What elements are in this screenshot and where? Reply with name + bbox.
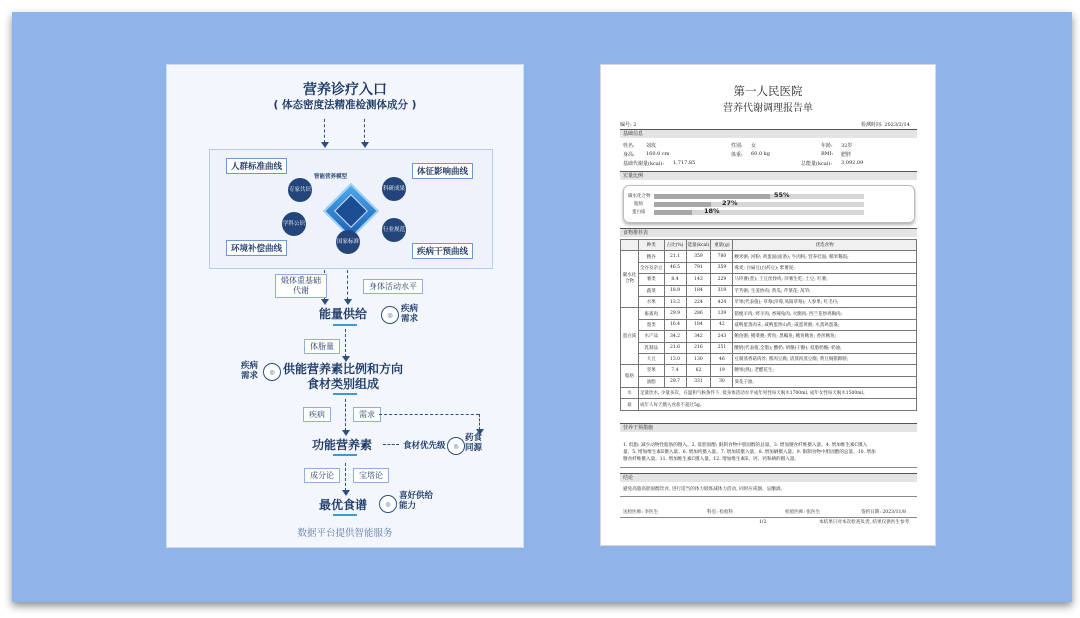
table-row: 水果 13.2 224 424 苹果(代表值); 草莓(洋莓,凤阳草莓); 人参果; 红毛丹;	[621, 296, 917, 307]
basal-metabolism-pill: 煅体重基础代谢	[275, 274, 327, 298]
col-foods: 优选食物	[733, 240, 917, 251]
circle-research-results: 科研成果	[382, 177, 406, 201]
summary-text: 避免高脂高胆固醇饮食, 进行适当的体力锻炼减体力活动, 同时应戒烟、忌酗酒。	[623, 487, 786, 492]
body-fat-pill: 体脂量	[304, 339, 340, 354]
bmi-label: BMI:	[821, 151, 834, 157]
sign-date: 签约日期: 2023/11/8	[861, 510, 906, 515]
flowchart-footer: 数据平台提供智能服务	[297, 528, 393, 539]
col-weight: 重量(g)	[711, 240, 733, 251]
height-value: 160.0 cm	[646, 151, 670, 157]
model-diagram-box	[209, 149, 493, 269]
disease-need-label-2: 疾病需求	[241, 361, 259, 381]
activity-level-pill: 身体活动水平	[363, 279, 423, 294]
table-row-water: 水 足量饮水, 少量多次。在温和气候条件下, 低身体活动水平成年男性每天喝水1700ml, 成年女性每天喝水1500ml。	[621, 388, 917, 399]
arrow-down	[345, 329, 346, 357]
heading-underline	[333, 514, 357, 516]
diet-icon: ◎	[379, 495, 397, 513]
macro-ratio-box	[623, 185, 915, 223]
circle-expert-consensus: 专家共识	[288, 178, 312, 202]
age-value: 32岁	[841, 143, 853, 149]
functional-nutrient-heading: 功能营养素	[312, 438, 373, 452]
divider	[620, 467, 917, 468]
name-value: 刘玫	[646, 143, 657, 149]
energy-supply-heading: 能量供给	[319, 307, 368, 321]
ratio-subheading: 食材类别组成	[307, 377, 380, 391]
disclaimer: 本结果只对本次检查负责, 结果仅供医生参考	[819, 520, 910, 525]
disease-icon: ◎	[381, 306, 399, 324]
bmi-value: 肥胖	[841, 152, 852, 158]
page-number: 1/2	[759, 520, 767, 525]
circle-academic-consensus: 学科公识	[282, 212, 306, 236]
advice-line: 量。5. 增加维生素E摄入量。6. 增加钙摄入量。7. 增加镁摄入量。8. 增加硒摄入量。9. 限制食物中胆固醇的总量。10. 增加	[623, 450, 876, 455]
macro-value-protein: 18%	[704, 207, 720, 215]
table-row: 碳水化合物 精谷 21.1 359 780 粳米粥; 河粉; 鸡蛋面(面条); 牛肉粉; 营养挂面; 糯米稀饭;	[621, 251, 917, 262]
total-energy-label: 总能量(kcal):	[801, 161, 832, 167]
macro-label: 脂肪	[634, 202, 643, 207]
arrow-down	[479, 414, 480, 430]
arrow-right	[383, 444, 399, 445]
heading-underline	[333, 454, 357, 456]
macro-label: 碳水化合物	[628, 194, 651, 199]
tag-population-curve: 人群标准曲线	[226, 158, 287, 174]
height-label: 身高:	[623, 152, 635, 158]
name-label: 姓名:	[623, 143, 635, 149]
col-percent: 占比(%)	[664, 240, 686, 251]
dashed-connector	[379, 414, 479, 415]
report-id: 编号: 2	[620, 122, 637, 128]
weight-value: 60.0 kg	[751, 151, 770, 157]
hospital-name: 第一人民医院	[733, 84, 803, 98]
gender-label: 性别:	[731, 143, 743, 149]
col-type: 种类	[639, 240, 665, 251]
weight-label: 体重:	[731, 152, 743, 158]
food-priority-label: 食材优先级	[403, 441, 446, 451]
chip-label: 智能营养模型	[314, 174, 348, 180]
table-row-salt: 盐 成年人每天摄入食盐不超过5g。	[621, 399, 917, 410]
tag-sign-curve: 体征影响曲线	[412, 163, 473, 179]
table-row: 蛋白质 畜禽肉 29.9 286 139 猪瘦羊肉; 烤羊肉; 香辣兔肉; 火腿肉; 西兰花炒鸡胸肉;	[621, 308, 917, 319]
tag-environment-curve: 环境补偿曲线	[226, 240, 287, 256]
report-title: 营养代谢调理报告单	[723, 103, 813, 114]
test-time: 检测时间: 2023/2/14	[861, 122, 910, 128]
table-row: 水产品 34.2 342 243 鲍鱼粥; 鳗菜粥; 烤鱼; 黑鳊鱼; 鲍鱼鲍鱼; 香煎鲍鱼;	[621, 331, 917, 342]
best-diet-heading: 最优食谱	[319, 498, 368, 512]
table-row: 大豆 13.0 130 46 豆腐蒸香菇肉丝; 酱肉豆腐; 清蒸肉蒸豆腐; 黄豆焖猪蹄膀;	[621, 353, 917, 364]
section-intervention: 营养干预措施	[620, 423, 917, 432]
col-energy: 能量(kcal)	[686, 240, 711, 251]
nutrition-flowchart	[166, 64, 524, 548]
table-row: 油脂 29.7 331 30 葵花子油;	[621, 376, 917, 387]
need-pill: 需求	[353, 407, 381, 422]
flowchart-title: 营养诊疗入口	[303, 82, 387, 98]
total-energy-value: 3,092.09	[841, 160, 864, 166]
advice-line: 1. 低脂: 减少动物性脂肪的摄入。2. 低胆固醇: 限制食物中胆固醇的总量。3. 增加膳食纤维摄入量。4. 增加维生素C摄入	[623, 443, 868, 448]
bmr-label: 基础代谢量(kcal):	[623, 161, 664, 167]
table-row: 乳制品 21.6 216 251 酸奶(代表值,全脂); 酸奶; 奶酪(干酪); 低脂奶酪; 奶油;	[621, 342, 917, 353]
macro-value-carb: 55%	[774, 191, 790, 199]
arrow-down	[345, 399, 346, 431]
table-row: 全谷及杂豆 46.5 791 359 燕麦; 白扁豆(白药豆); 紫薯泥;	[621, 262, 917, 273]
preference-label: 喜好供给能力	[399, 491, 434, 511]
circle-industry-standard: 行业规范	[382, 218, 406, 242]
macro-label: 蛋白质	[632, 210, 646, 215]
group-protein: 蛋白质	[621, 308, 639, 365]
arrow-down	[345, 463, 346, 491]
nutrition-report	[600, 64, 936, 546]
gender-value: 女	[751, 143, 757, 149]
sign-doctor: 送检医师: 李医生	[623, 510, 659, 515]
table-row: 脂肪 坚果 7.4 62 19 腰果(熟); 老醋花生;	[621, 365, 917, 376]
macro-bar-protein	[654, 210, 692, 215]
divider	[620, 517, 917, 518]
arrow-down	[364, 119, 365, 143]
heading-underline	[333, 393, 357, 395]
divider	[620, 496, 917, 497]
group-carb: 碳水化合物	[621, 251, 639, 308]
age-label: 年龄:	[821, 143, 833, 149]
arrow-down	[347, 270, 348, 300]
flowchart-subtitle: ( 体态密度法精准检测体成分 )	[273, 99, 417, 111]
food-recommendation-table	[620, 239, 917, 411]
macro-bar-fat	[654, 202, 711, 207]
table-header-row	[621, 240, 917, 251]
bmr-value: 1,717.85	[673, 160, 696, 166]
section-food-table: 食物推荐表	[620, 228, 917, 237]
macro-bar-carb	[654, 194, 770, 199]
table-row: 蔬菜 18.9 184 319 芋艿粥; 生姜炒肉; 黄瓜; 芹菜花; 莴笋;	[621, 285, 917, 296]
table-row: 薯类 8.4 143 229 马铃薯(煮); 土豆丝炒肉; 洋薯生吃; 土豆; 红薯;	[621, 274, 917, 285]
disease-pill: 疾病	[303, 407, 331, 422]
advice-line: 膳食纤维摄入量。11. 增加维生素C摄入量。12. 增加维生素E、钙、钙和硒的摄入量。	[623, 457, 799, 462]
sign-checker: 检验医师: 张医生	[785, 510, 821, 515]
circle-national-standard: 国家标准	[336, 230, 360, 254]
sign-department: 科室: 检验科	[707, 510, 733, 515]
arrow-down	[324, 119, 325, 143]
disease-need-label: 疾病需求	[401, 304, 419, 324]
tag-disease-curve: 疾病干预曲线	[412, 243, 473, 259]
pagoda-pill: 宝塔论	[353, 468, 389, 483]
medicine-icon: ◎	[447, 437, 465, 455]
heading-underline	[333, 324, 357, 326]
composition-pill: 成分论	[304, 468, 340, 483]
section-macro-ratio: 宏量比例	[620, 171, 917, 180]
section-summary: 结论	[620, 473, 917, 482]
macro-value-fat: 27%	[722, 199, 738, 207]
group-fat: 脂肪	[621, 365, 639, 388]
ratio-heading: 供能营养素比例和方向	[283, 362, 404, 376]
medicine-food-label: 药食同源	[465, 433, 483, 453]
table-row: 蛋类 16.4 184 42 咸鸭蛋蒸肉末; 咸鸭蛋炒山药; 咸蛋黄粥; 水蒸鸡蛋羹;	[621, 319, 917, 330]
disease-icon: ◎	[263, 363, 281, 381]
section-basic-info: 基础信息	[620, 129, 917, 138]
